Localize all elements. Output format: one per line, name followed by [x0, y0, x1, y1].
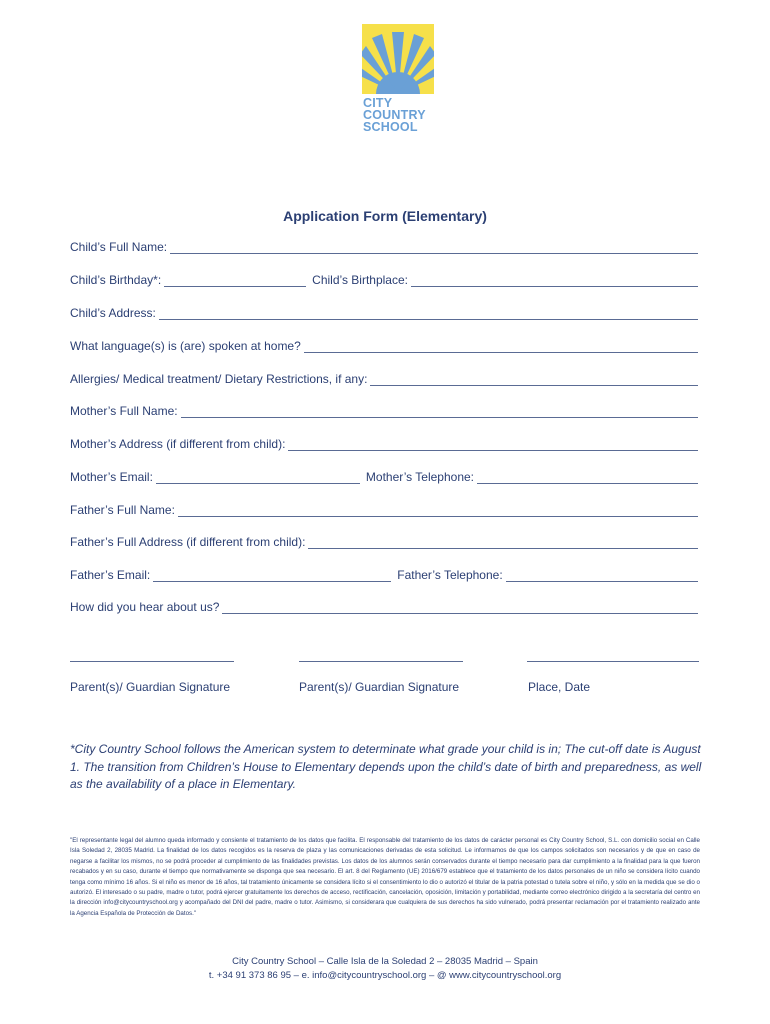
- mother-name-line[interactable]: [181, 406, 698, 418]
- signature-label-2: Parent(s)/ Guardian Signature: [299, 680, 460, 694]
- cutoff-note: *City Country School follows the American system to determinate what grade your child is in; The cut-off date is August 1. The transition from Children’s House to Elementary depends upon the child’s date of birth and preparedness, as well as the availability of a place in Elementary.: [70, 742, 702, 791]
- signature-line-2[interactable]: [299, 660, 463, 662]
- hear-about-field[interactable]: [70, 600, 698, 614]
- child-name-line[interactable]: [170, 242, 698, 254]
- mother-address-label: Mother’s Address (if different from child):: [70, 437, 286, 451]
- child-name-field[interactable]: [70, 240, 698, 254]
- privacy-legal-text: "El representante legal del alumno queda informado y consiente el tratamiento de los datos que facilita. El responsable del tratamiento de los datos de carácter personal es City Country School, S.L. con domicilio social en Calle Isla Soledad 2, 28035 Madrid. La finalidad de los datos recogidos es la reserva de plaza y las comunicaciones derivadas de esta solicitud. Le informamos de que los campos solicitados son necesarios y de que en caso de negarse a facilitar los mismos, no se podrá proceder al cumplimiento de las finalidades previstas. Los datos de los alumnos serán conservados durante el tiempo necesario para dar cumplimiento a la finalidad para la que fueron recabados y en su caso, durante el tiempo que normativamente se disponga que sea necesario. El art. 8 del Reglamento (UE) 2016/679 establece que el tratamiento de los datos personales de un niño se considera lícito cuando tenga como mínimo 16 años. Si el niño es menor de 16 años, tal tratamiento únicamente se considera lícito si el consentimiento lo dio o autorizó el titular de la patria potestad o tutela sobre el niño, y sólo en la medida que se dio o autorizó. El interesado o su padre, madre o tutor, podrá ejercer gratuitamente los derechos de acceso, rectificación, cancelación, oposición, limitación y portabilidad, mediante correo electrónico dirigido a la secretaría del centro en la dirección info@citycountryschool.org y acompañado del DNI del padre, madre o tutor. Asimismo, si considerara que cualquiera de sus derechos ha sido vulnerado, podrá presentar reclamación por el tratamiento realizado ante la Agencia Española de Protección de Datos.": [70, 837, 700, 917]
- mother-phone-label: Mother’s Telephone:: [365, 470, 474, 484]
- logo-line-school: SCHOOL: [363, 120, 418, 134]
- father-address-line[interactable]: [308, 537, 698, 549]
- father-email-label: Father’s Email:: [70, 568, 151, 582]
- father-name-field[interactable]: [70, 503, 698, 517]
- child-birthplace-label: Child’s Birthplace:: [312, 273, 408, 287]
- signature-line-1[interactable]: [70, 660, 234, 662]
- hear-about-line[interactable]: [222, 602, 698, 614]
- signature-label-1: Parent(s)/ Guardian Signature: [70, 680, 231, 694]
- father-name-line[interactable]: [178, 505, 698, 517]
- child-birthplace-line[interactable]: [411, 275, 698, 287]
- mother-name-label: Mother’s Full Name:: [70, 404, 178, 418]
- father-address-label: Father’s Full Address (if different from child):: [70, 535, 306, 549]
- footer-address: City Country School – Calle Isla de la Soledad 2 – 28035 Madrid – Spain: [232, 956, 538, 967]
- child-address-line[interactable]: [159, 308, 698, 320]
- logo-wordmark: [363, 97, 426, 133]
- allergies-line[interactable]: [370, 374, 698, 386]
- logo-line-country: COUNTRY: [363, 108, 426, 122]
- place-date-line[interactable]: [527, 660, 699, 662]
- languages-label: What language(s) is (are) spoken at home?: [70, 339, 301, 353]
- mother-phone-line[interactable]: [477, 472, 698, 484]
- school-logo: [362, 24, 434, 136]
- father-contact-row[interactable]: [70, 568, 698, 582]
- allergies-label: Allergies/ Medical treatment/ Dietary Restrictions, if any:: [70, 372, 368, 386]
- form-title: Application Form (Elementary): [283, 208, 487, 224]
- child-address-label: Child’s Address:: [70, 306, 156, 320]
- allergies-field[interactable]: [70, 372, 698, 386]
- mother-email-label: Mother’s Email:: [70, 470, 153, 484]
- place-date-label: Place, Date: [528, 680, 591, 694]
- languages-line[interactable]: [304, 341, 698, 353]
- mother-address-line[interactable]: [288, 439, 698, 451]
- hear-about-label: How did you hear about us?: [70, 600, 220, 614]
- mother-email-line[interactable]: [156, 472, 360, 484]
- mother-contact-row[interactable]: [70, 470, 698, 484]
- child-birthday-label: Child’s Birthday*:: [70, 273, 162, 287]
- father-phone-label: Father’s Telephone:: [397, 568, 503, 582]
- child-name-label: Child’s Full Name:: [70, 240, 168, 254]
- father-address-field[interactable]: [70, 535, 698, 549]
- father-phone-line[interactable]: [506, 570, 698, 582]
- child-address-field[interactable]: [70, 306, 698, 320]
- page-footer: [0, 955, 770, 983]
- father-name-label: Father’s Full Name:: [70, 503, 175, 517]
- footer-contact: t. +34 91 373 86 95 – e. info@citycountryschool.org – @ www.citycountryschool.org: [208, 970, 562, 981]
- mother-address-field[interactable]: [70, 437, 698, 451]
- sun-logo-icon: [362, 24, 434, 94]
- languages-field[interactable]: [70, 339, 698, 353]
- father-email-line[interactable]: [153, 570, 391, 582]
- logo-line-city: CITY: [363, 96, 393, 110]
- child-birth-row[interactable]: [70, 273, 698, 287]
- mother-name-field[interactable]: [70, 404, 698, 418]
- child-birthday-line[interactable]: [164, 275, 306, 287]
